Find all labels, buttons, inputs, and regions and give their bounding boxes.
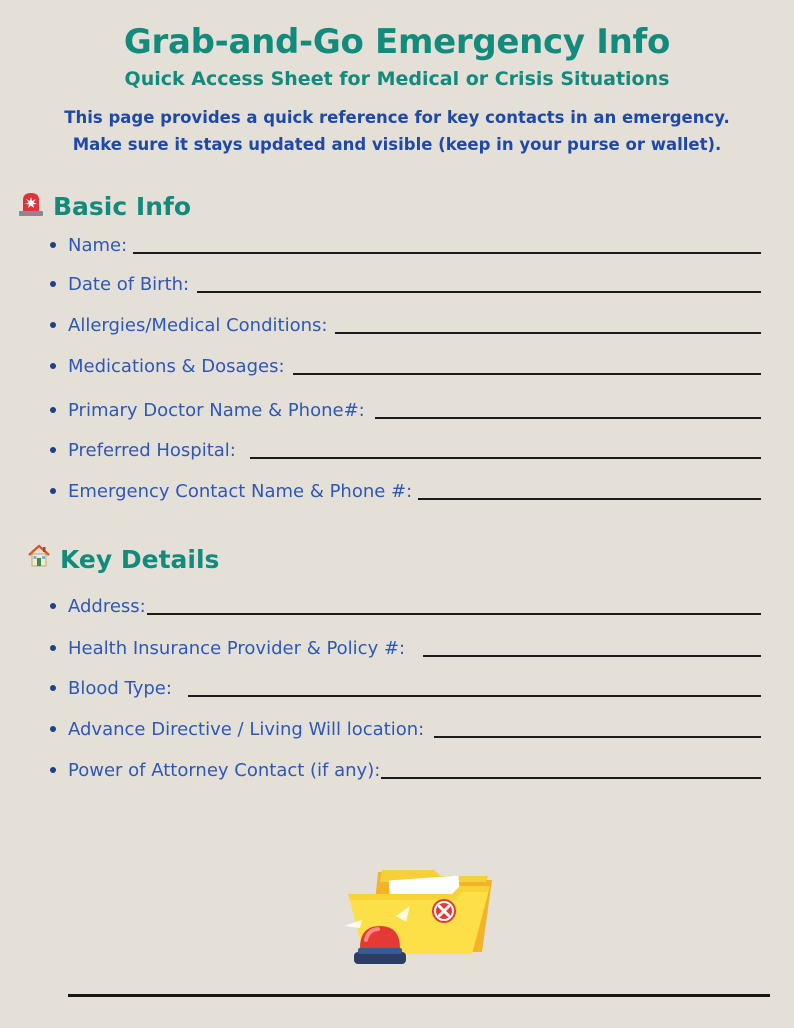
key-details-section [0,543,794,575]
field-advance-directive[interactable] [50,711,761,741]
hospital-input-line[interactable] [250,457,761,459]
medications-input-line[interactable] [293,373,761,375]
bullet [50,447,56,453]
bullet [50,281,56,287]
field-label: Power of Attorney Contact (if any): [68,760,381,781]
bottom-rule [68,994,770,997]
field-label: Medications & Dosages: [68,356,285,377]
house-icon [26,543,52,575]
field-label: Address: [68,596,146,617]
field-power-of-attorney[interactable] [50,752,761,782]
field-label: Allergies/Medical Conditions: [68,315,328,336]
field-label: Advance Directive / Living Will location: [68,719,425,740]
field-emergency-contact[interactable] [50,473,761,503]
allergies-input-line[interactable] [335,332,761,334]
field-label: Primary Doctor Name & Phone#: [68,400,365,421]
bullet [50,767,56,773]
field-label: Preferred Hospital: [68,440,236,461]
basic-info-title: Basic Info [53,191,192,221]
bullet [50,645,56,651]
field-name[interactable] [50,227,761,257]
field-label: Name: [68,235,128,256]
field-address[interactable] [50,588,761,618]
basic-info-heading [0,189,794,223]
siren-icon [17,189,45,223]
field-health-insurance[interactable] [50,630,761,660]
bullet [50,363,56,369]
key-details-heading [0,543,794,575]
field-date-of-birth[interactable] [50,266,761,296]
page-header [0,0,794,158]
bullet [50,685,56,691]
field-primary-doctor[interactable] [50,392,761,422]
page-title: Grab-and-Go Emergency Info [123,22,671,62]
bullet [50,488,56,494]
bullet [50,407,56,413]
field-medications[interactable] [50,348,761,378]
field-label: Emergency Contact Name & Phone #: [68,481,413,502]
doctor-input-line[interactable] [375,417,761,419]
basic-info-section [0,189,794,223]
field-preferred-hospital[interactable] [50,432,761,462]
bullet [50,322,56,328]
name-input-line[interactable] [133,252,761,254]
intro-line-2: Make sure it stays updated and visible (keep in your purse or wallet). [72,135,722,154]
page-subtitle: Quick Access Sheet for Medical or Crisis Situations [124,68,670,90]
bullet [50,603,56,609]
dob-input-line[interactable] [197,291,761,293]
bullet [50,242,56,248]
key-details-title: Key Details [60,544,220,574]
field-blood-type[interactable] [50,670,761,700]
insurance-input-line[interactable] [423,655,761,657]
field-label: Health Insurance Provider & Policy #: [68,638,406,659]
field-label: Blood Type: [68,678,172,699]
address-input-line[interactable] [147,613,761,615]
blood-type-input-line[interactable] [188,695,761,697]
emergency-contact-input-line[interactable] [418,498,761,500]
attorney-input-line[interactable] [381,777,761,779]
field-label: Date of Birth: [68,274,190,295]
advance-directive-input-line[interactable] [434,736,761,738]
bullet [50,726,56,732]
intro-text [0,104,794,158]
field-allergies[interactable] [50,307,761,337]
intro-line-1: This page provides a quick reference for key contacts in an emergency. [64,108,730,127]
emergency-folder-icon [340,866,500,976]
